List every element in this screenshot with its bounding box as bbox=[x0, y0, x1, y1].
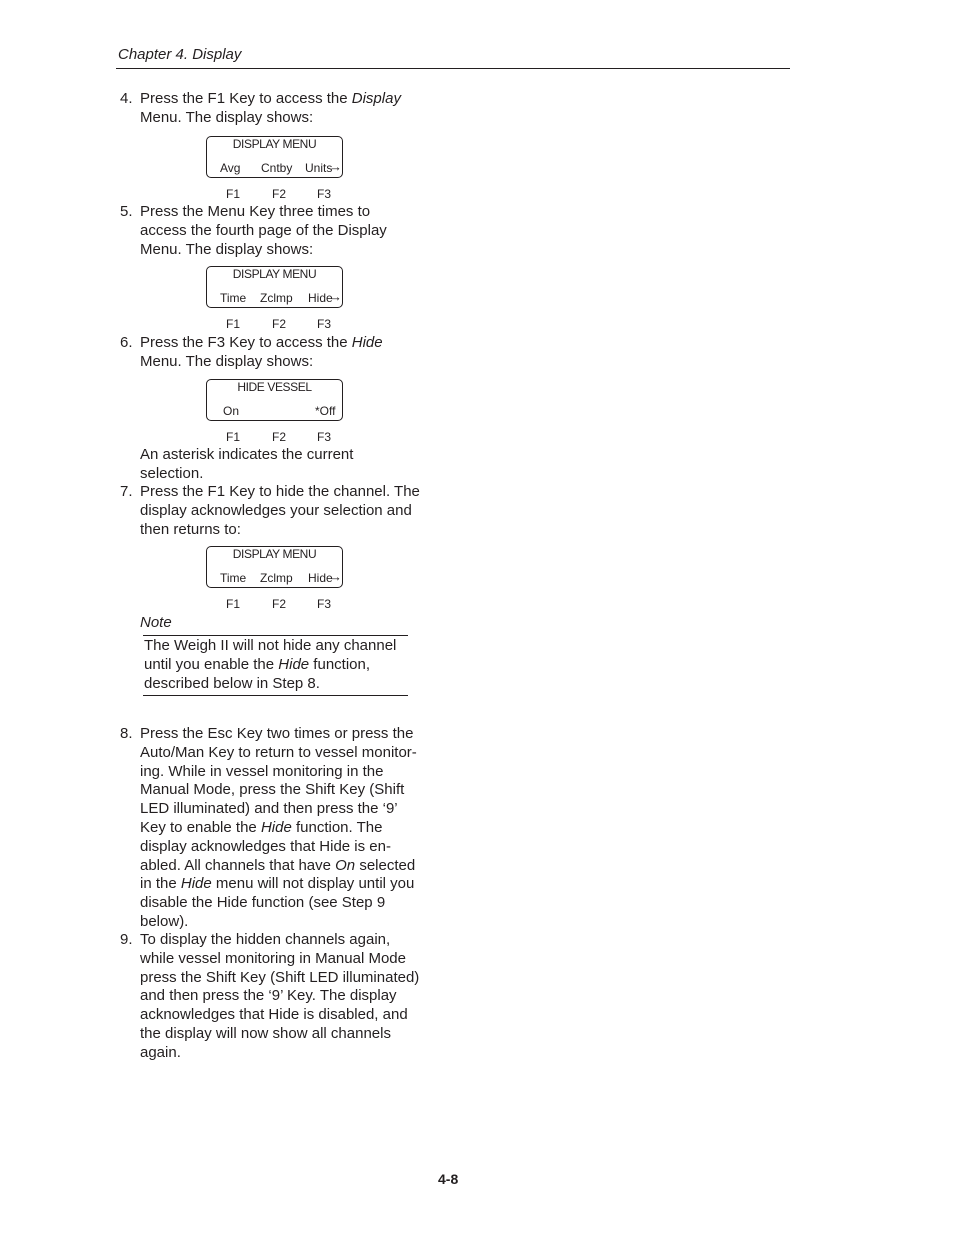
text-line: described below in Step 8. bbox=[144, 674, 320, 692]
f3-label: F3 bbox=[317, 430, 332, 444]
step-number: 9. bbox=[120, 931, 133, 948]
lcd-option-f2: Zclmp bbox=[260, 571, 293, 585]
step-5 bbox=[116, 203, 436, 259]
f1-label: F1 bbox=[226, 317, 241, 331]
text-line: abled. All channels that have On selected bbox=[140, 856, 416, 874]
step-9 bbox=[116, 931, 436, 1063]
text-line: acknowledges that Hide is disabled, and bbox=[140, 1006, 408, 1024]
text-line: in the Hide menu will not display until you bbox=[140, 875, 415, 893]
lcd-display-menu bbox=[206, 546, 343, 588]
step-text bbox=[140, 725, 436, 932]
text-line: selection. bbox=[140, 464, 204, 482]
right-arrow-icon: → bbox=[329, 569, 342, 584]
f2-label: F2 bbox=[272, 187, 287, 201]
f3-label: F3 bbox=[317, 317, 332, 331]
text-line: display acknowledges your selection and bbox=[140, 501, 412, 519]
step-text bbox=[140, 90, 436, 128]
step-text bbox=[140, 334, 436, 372]
lcd-hide-vessel bbox=[206, 379, 343, 421]
lcd-option-f3: Hide bbox=[308, 291, 333, 305]
lcd-option-f1: On bbox=[223, 404, 240, 418]
step-4 bbox=[116, 90, 436, 128]
step-number: 5. bbox=[120, 203, 133, 220]
f1-label: F1 bbox=[226, 430, 241, 444]
step-number: 7. bbox=[120, 483, 133, 500]
text-line: the display will now show all channels bbox=[140, 1024, 391, 1042]
text-line: Press the Menu Key three times to bbox=[140, 203, 371, 220]
f1-label: F1 bbox=[226, 187, 241, 201]
text-line: Menu. The display shows: bbox=[140, 352, 314, 370]
text-line: Menu. The display shows: bbox=[140, 240, 314, 258]
text-line: The Weigh II will not hide any channel bbox=[144, 637, 397, 654]
text-line: again. bbox=[140, 1043, 181, 1061]
function-key-labels bbox=[206, 430, 343, 446]
text-line: disable the Hide function (see Step 9 bbox=[140, 894, 386, 912]
f3-label: F3 bbox=[317, 187, 332, 201]
lcd-option-f2: Zclmp bbox=[260, 291, 293, 305]
lcd-option-f1: Time bbox=[220, 571, 247, 585]
function-key-labels bbox=[206, 187, 343, 203]
text-line: Key to enable the Hide function. The bbox=[140, 818, 383, 836]
text-line: display acknowledges that Hide is en- bbox=[140, 837, 391, 855]
text-line: then returns to: bbox=[140, 520, 241, 538]
lcd-display-menu bbox=[206, 136, 343, 178]
text-line: Press the F1 Key to access the Display bbox=[140, 90, 401, 107]
text-line: ing. While in vessel monitoring in the bbox=[140, 762, 384, 780]
text-line: Press the F1 Key to hide the channel. The bbox=[140, 483, 420, 500]
text-line: To display the hidden channels again, bbox=[140, 931, 391, 948]
step-text bbox=[140, 931, 436, 1063]
lcd-title: HIDE VESSEL bbox=[237, 380, 312, 394]
right-arrow-icon: → bbox=[329, 159, 342, 174]
step-number: 8. bbox=[120, 725, 133, 742]
function-key-labels bbox=[206, 317, 343, 333]
text-line: Auto/Man Key to return to vessel monitor- bbox=[140, 743, 417, 761]
f3-label: F3 bbox=[317, 597, 332, 611]
text-line: Press the Esc Key two times or press the bbox=[140, 725, 414, 742]
lcd-option-f1: Time bbox=[220, 291, 247, 305]
step-6 bbox=[116, 334, 436, 372]
lcd-option-f3: Units bbox=[305, 161, 333, 175]
function-key-labels bbox=[206, 597, 343, 613]
lcd-title: DISPLAY MENU bbox=[232, 267, 317, 281]
header-rule bbox=[116, 68, 790, 69]
text-line: access the fourth page of the Display bbox=[140, 221, 387, 239]
step-number: 4. bbox=[120, 90, 133, 107]
text-line: An asterisk indicates the current bbox=[140, 446, 354, 463]
f2-label: F2 bbox=[272, 317, 287, 331]
lcd-option-f1: Avg bbox=[220, 161, 241, 175]
lcd-option-f3: *Off bbox=[315, 404, 336, 418]
text-line: below). bbox=[140, 912, 189, 930]
lcd-option-f3: Hide bbox=[308, 571, 333, 585]
asterisk-note bbox=[140, 446, 440, 484]
step-text bbox=[140, 203, 436, 259]
step-8 bbox=[116, 725, 436, 932]
lcd-title: DISPLAY MENU bbox=[232, 547, 317, 561]
right-arrow-icon: → bbox=[329, 289, 342, 304]
page-number: 4-8 bbox=[438, 1171, 459, 1187]
text-line: until you enable the Hide function, bbox=[144, 655, 371, 673]
chapter-title: Chapter 4. Display bbox=[118, 46, 242, 63]
text-line: Manual Mode, press the Shift Key (Shift bbox=[140, 781, 405, 799]
f1-label: F1 bbox=[226, 597, 241, 611]
text-line: LED illuminated) and then press the ‘9’ bbox=[140, 800, 398, 818]
step-text bbox=[140, 483, 436, 539]
text-line: while vessel monitoring in Manual Mode bbox=[140, 949, 406, 967]
note-box bbox=[143, 635, 408, 696]
text-line: Menu. The display shows: bbox=[140, 108, 314, 126]
f2-label: F2 bbox=[272, 430, 287, 444]
lcd-display-menu bbox=[206, 266, 343, 308]
note-label: Note bbox=[140, 614, 172, 631]
f2-label: F2 bbox=[272, 597, 287, 611]
step-7 bbox=[116, 483, 436, 539]
lcd-title: DISPLAY MENU bbox=[232, 137, 317, 151]
text-line: press the Shift Key (Shift LED illuminated) bbox=[140, 968, 420, 986]
text-line: Press the F3 Key to access the Hide bbox=[140, 334, 383, 351]
step-number: 6. bbox=[120, 334, 133, 351]
text-line: and then press the ‘9’ Key. The display bbox=[140, 987, 397, 1005]
lcd-option-f2: Cntby bbox=[261, 161, 293, 175]
